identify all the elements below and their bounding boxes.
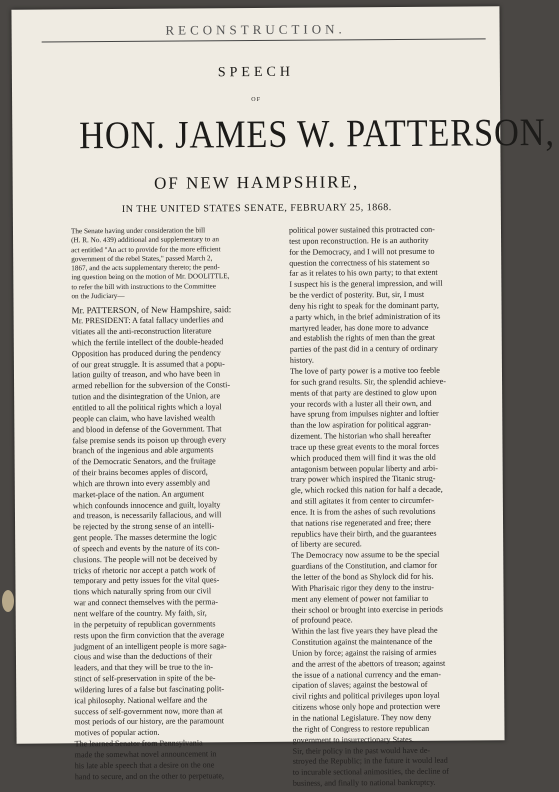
text-line: made the somewhat novel announcement in xyxy=(74,749,217,760)
text-line: temporary and petty issues for the vital ques- xyxy=(73,575,220,586)
text-line: war and connect themselves with the perma- xyxy=(73,597,218,608)
text-line: Within the last five years they have plead the xyxy=(291,625,438,636)
text-line: wildering lures of a false but fascinating polit- xyxy=(74,684,225,695)
text-line: test upon reconstruction. He is an authority xyxy=(289,235,429,246)
text-line: than the low aspiration for political aggran- xyxy=(290,419,432,430)
binding-hole xyxy=(2,590,14,612)
text-line: Union by force; against the raising of armies xyxy=(291,647,437,658)
text-line: citizens whose only hope and protection were xyxy=(292,701,441,712)
text-line: question the correctness of his statement so xyxy=(289,257,430,268)
text-line: rests upon the firm conviction that the average xyxy=(73,629,225,640)
text-line: civil rights and political privileges upon loyal xyxy=(292,691,440,702)
text-line: have sprung from impulses nighter and loftier xyxy=(290,409,439,420)
text-line: The learned Senator from Pennsylvania xyxy=(74,738,203,749)
text-line: antagonism between popular liberty and arbi- xyxy=(290,463,438,474)
text-line: martyred leader, has done more to advance xyxy=(289,322,429,333)
text-line: republics have their birth, and the guarantees xyxy=(291,528,437,539)
speaker-name: HON. JAMES W. PATTERSON, xyxy=(79,110,555,158)
text-line: deny his right to speak for the dominant party, xyxy=(289,300,439,311)
text-line: gle, which rocked this nation for half a decade, xyxy=(290,484,443,496)
text-line: the letter of the bond as Shylock did for his. xyxy=(291,571,434,582)
text-line: The love of party power is a motive too feeble xyxy=(289,365,440,376)
intro-paragraph xyxy=(71,226,284,302)
text-line: history. xyxy=(289,355,314,365)
running-title: RECONSTRUCTION. xyxy=(165,21,346,38)
text-line: dizement. The historian who shall hereafter xyxy=(290,430,432,441)
speech-heading: SPEECH xyxy=(217,64,295,81)
text-line: the right of Congress to restore republican xyxy=(292,723,430,734)
text-line: of liberty are secured. xyxy=(291,539,362,550)
text-line: Mr. PRESIDENT: A fatal fallacy underlies and xyxy=(71,315,224,326)
text-line: armed rebellion for the subversion of the Consti- xyxy=(72,380,231,391)
text-line: ment any element of power not familiar to xyxy=(291,593,429,604)
text-line: government to insurrectionary States. xyxy=(292,734,414,745)
text-line: Constitution against the maintenance of the xyxy=(291,636,433,647)
text-line: of the Democratic Senators, and the fruitage xyxy=(72,456,216,467)
text-line: ence. It is from the ashes of such revolutions xyxy=(290,506,436,517)
text-line: tricks of rhetoric nor accept a patch work of xyxy=(73,564,216,575)
text-line: parties of the past did in a century of ordinary xyxy=(289,344,438,355)
text-line: business, and finally to national bankruptcy. xyxy=(292,777,436,788)
text-line: nent welfare of the country. My faith, sir, xyxy=(73,608,207,619)
text-line: I suspect his is the general impression, and will xyxy=(289,278,443,289)
text-line: of their brains becomes apples of discord, xyxy=(72,467,208,478)
text-line: be rejected by the strong sense of an intelli- xyxy=(73,521,215,532)
text-line: of profound peace. xyxy=(291,615,353,626)
text-line: cipation of slaves; against the bestowal of xyxy=(292,680,428,691)
text-line: vitiates all the anti-reconstruction literature xyxy=(71,326,212,337)
left-column xyxy=(71,226,287,783)
text-line: gent people. The masses determine the logic xyxy=(73,532,217,543)
text-line: be the verdict of posterity. But, sir, I must xyxy=(289,289,425,300)
text-line: judgment of an intelligent people is more saga- xyxy=(73,640,227,651)
right-body-text xyxy=(289,224,503,789)
text-line: of our great struggle. It is assumed that a popu- xyxy=(71,358,225,369)
text-line: ments of that party are destined to glow upon xyxy=(290,387,437,398)
speaker-line: Mr. PATTERSON, of New Hampshire, said: xyxy=(71,304,232,316)
document-page xyxy=(11,6,555,788)
text-line: which confounds innocence and guilt, loyalty xyxy=(72,499,221,510)
text-line: trary power which inspired the Titanic strug- xyxy=(290,474,436,485)
text-line: lation guilty of treason, and who have been in xyxy=(71,369,221,380)
text-line: stroyed the Republic; in the future it would lead xyxy=(292,756,448,767)
text-line: in the national Legislature. They now deny xyxy=(292,712,432,723)
text-line: for such grand results. Sir, the splendid achieve- xyxy=(290,376,446,387)
text-line: trace up these great events to the moral forces xyxy=(290,441,439,452)
of-label: OF xyxy=(251,96,261,104)
occasion-line: IN THE UNITED STATES SENATE, FEBRUARY 25, 1868. xyxy=(121,202,392,215)
text-line: government of the rebel States," passed March 2, xyxy=(71,254,213,264)
text-line: branch of the ingenious and able arguments xyxy=(72,445,214,456)
text-line: hand to secure, and on the other to perpetuate, xyxy=(74,770,225,781)
text-line: 1867, and the acts supplementary thereto; the pend- xyxy=(71,263,220,273)
text-line: success of self-government now, more than at xyxy=(74,705,223,716)
text-line: clusions. The people will not be deceived by xyxy=(73,554,218,565)
text-line: people can claim, who have lavished wealth xyxy=(72,413,216,424)
speaker-state: OF NEW HAMPSHIRE, xyxy=(154,172,360,193)
text-line: the issue of a national currency and the eman- xyxy=(292,669,441,680)
text-line: and the arrest of the abettors of treason; against xyxy=(291,658,446,669)
text-line: ing question being on the motion of Mr. DOOLITTLE, xyxy=(71,272,230,282)
text-line: and still agitates it from center to circumfer- xyxy=(290,495,434,506)
text-line: Sir, their policy in the past would have de- xyxy=(292,745,431,756)
text-line: stinct of self-preservation in spite of the be- xyxy=(74,673,216,684)
text-line: which produced them will find it was the old xyxy=(290,452,436,463)
text-line: and treason, is necessarily fallacious, and will xyxy=(72,510,222,521)
text-line: their school or brought into exercise in periods xyxy=(291,604,443,615)
text-line: his late able speech that a desire on the one xyxy=(74,760,215,771)
text-line: market-place of the nation. An argument xyxy=(72,489,204,500)
text-line: entitled to all the political rights which a loyal xyxy=(72,402,222,413)
text-line: cious and wise than the deductions of their xyxy=(73,651,213,662)
text-line: far as it relates to his own party; to that extent xyxy=(289,268,438,279)
text-line: Opposition has produced during the pendency xyxy=(71,348,221,359)
text-line: false premise sends its poison up through every xyxy=(72,434,227,445)
right-column xyxy=(289,224,503,789)
text-line: The Senate having under consideration the bill xyxy=(70,226,206,236)
text-line: and blood in defense of the Government. That xyxy=(72,423,222,434)
left-body-text xyxy=(72,315,287,783)
text-line: The Democracy now assume to be the special xyxy=(291,550,440,561)
text-line: of speech and events by the nature of its con- xyxy=(73,543,220,554)
text-line: ical philosophy. National welfare and the xyxy=(74,695,208,706)
text-line: for the Democracy, and I will not presume to xyxy=(289,246,435,257)
text-line: which the fertile intellect of the double-headed xyxy=(71,337,224,348)
text-line: tions which naturally spring from our civil xyxy=(73,586,212,597)
text-line: which are thrown into every assembly and xyxy=(72,478,210,489)
text-line: (H. R. No. 439) additional and supplementary to an xyxy=(71,235,220,245)
text-line: act entitled "An act to provide for the more efficient xyxy=(71,244,221,254)
text-line: guardians of the Constitution, and clamor for xyxy=(291,560,438,571)
text-line: a party which, in the brief administration of its xyxy=(289,311,441,322)
text-line: to refer the bill with instructions to the Committee xyxy=(71,282,216,292)
text-line: tution and the disintegration of the Union, are xyxy=(72,391,221,402)
text-line: and establish the rights of men than the great xyxy=(289,333,435,344)
text-line: to incurable sectional animosities, the decline of xyxy=(292,766,450,777)
text-line: political power sustained this protracted con- xyxy=(288,224,435,235)
text-line: your records with a luster all their own, and xyxy=(290,398,432,409)
text-line: that nations rise regenerated and free; there xyxy=(291,517,431,528)
text-line: motives of popular action. xyxy=(74,727,160,738)
text-line: in the perpetuity of republican governments xyxy=(73,619,216,630)
text-line: With Pharisaic rigor they deny to the instru- xyxy=(291,582,434,593)
text-line: leaders, and that they will be true to the in- xyxy=(74,662,213,673)
text-line: most periods of our history, are the paramount xyxy=(74,716,225,727)
text-line: on the Judiciary— xyxy=(71,292,125,301)
